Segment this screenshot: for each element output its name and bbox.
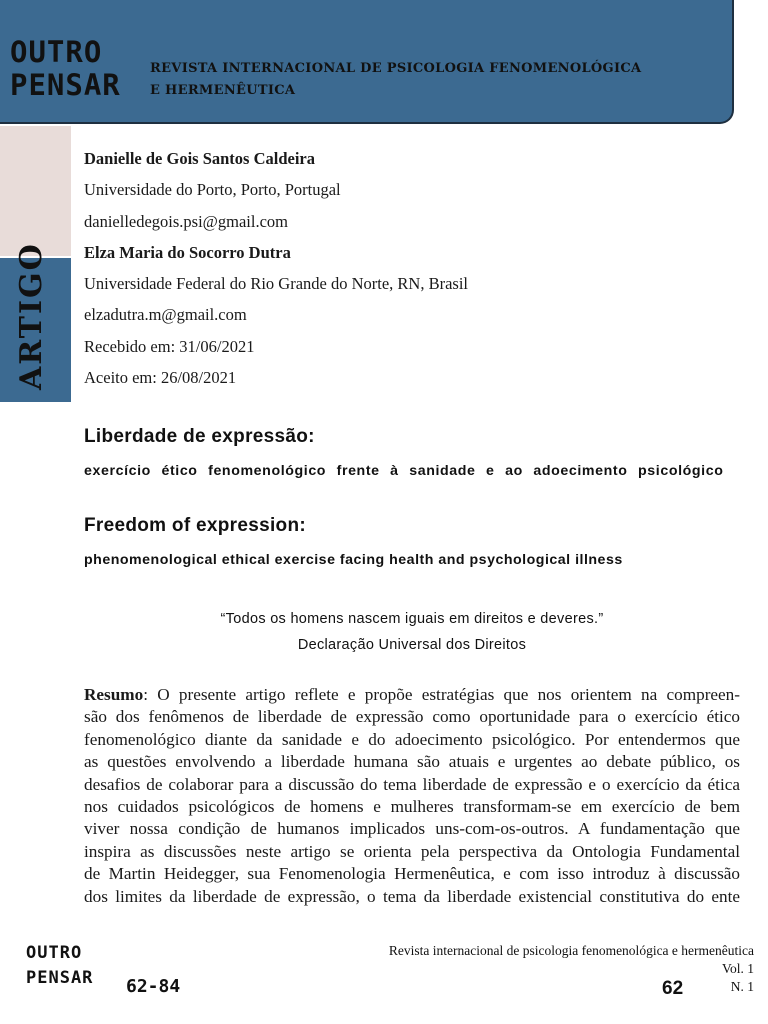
title-english: Freedom of expression: <box>84 515 306 536</box>
abstract-line: dos limites da liberdade de expressão, o tema da liberdade existencial constitutiva do ente <box>84 886 740 906</box>
subtitle-portuguese: exercício ético fenomenológico frente à sanidade e ao adoecimento psicológico <box>84 463 724 479</box>
author-info <box>84 146 744 396</box>
abstract-line: as questões envolvendo a liberdade humana são atuais e urgentes ao debate público, os <box>84 752 740 772</box>
abstract-line: de Martin Heidegger, sua Fenomenologia Hermenêutica, e com isso introduz à discussão <box>84 864 740 884</box>
author-affiliation: Universidade do Porto, Porto, Portugal <box>84 180 341 200</box>
received-date: Recebido em: 31/06/2021 <box>84 336 255 356</box>
author-name: Elza Maria do Socorro Dutra <box>84 242 291 262</box>
logo-line-1: OUTRO <box>10 35 103 69</box>
footer-journal-info <box>389 942 754 996</box>
abstract-line: são dos fenômenos de liberdade de expressão como oportunidade para o exercício ético <box>84 707 740 727</box>
journal-name-line-2: E HERMENÊUTICA <box>150 83 296 98</box>
journal-name-line-1: REVISTA INTERNACIONAL DE PSICOLOGIA FENOMENOLÓGICA <box>150 61 642 76</box>
author-email[interactable]: danielledegois.psi@gmail.com <box>84 211 288 231</box>
abstract-line: fenomenológico diante da sanidade e do adoecimento psicológico. Por entendermos que <box>84 729 740 749</box>
abstract-line: nos cuidados psicológicos de homens e mulheres transformam-se em exercício de bem <box>84 797 740 817</box>
abstract-line: viver nossa condição de humanos implicados uns-com-os-outros. A fundamentação que <box>84 819 740 839</box>
page-number: 62 <box>662 978 684 999</box>
side-decor-block <box>0 126 71 256</box>
epigraph-source: Declaração Universal dos Direitos <box>297 637 527 653</box>
footer-volume: Vol. 1 <box>721 961 754 976</box>
subtitle-english: phenomenological ethical exercise facing health and psychological illness <box>84 552 623 568</box>
abstract <box>84 684 740 908</box>
author-name: Danielle de Gois Santos Caldeira <box>84 149 316 168</box>
page-range: 62-84 <box>126 976 181 997</box>
accepted-date: Aceito em: 26/08/2021 <box>84 368 237 388</box>
footer-logo-line-2: PENSAR <box>26 968 94 988</box>
journal-name <box>150 58 710 102</box>
title-portuguese: Liberdade de expressão: <box>84 426 315 447</box>
abstract-label: Resumo <box>84 685 144 704</box>
journal-logo <box>10 36 121 102</box>
abstract-line: inspira as discussões neste artigo se orienta pela perspectiva da Ontologia Fundamental <box>84 841 740 861</box>
author-affiliation: Universidade Federal do Rio Grande do Norte, RN, Brasil <box>84 274 468 294</box>
footer-journal-name: Revista internacional de psicologia fenomenológica e hermenêutica <box>388 943 754 958</box>
epigraph-quote: “Todos os homens nascem iguais em direitos e deveres.” <box>220 611 604 627</box>
abstract-line: desafios de colaborar para a discussão do tema liberdade de expressão e o exercício da ética <box>84 774 740 794</box>
abstract-line <box>84 684 740 706</box>
footer-number: N. 1 <box>730 979 754 994</box>
footer-logo <box>26 941 93 991</box>
journal-header <box>0 0 734 124</box>
epigraph <box>84 606 740 658</box>
footer-logo-line-1: OUTRO <box>26 943 83 963</box>
section-label: ARTIGO <box>14 242 49 390</box>
logo-line-2: PENSAR <box>10 68 121 102</box>
author-email[interactable]: elzadutra.m@gmail.com <box>84 305 247 325</box>
abstract-text: : O presente artigo reflete e propõe estratégias que nos orientem na compreen- <box>143 685 740 704</box>
